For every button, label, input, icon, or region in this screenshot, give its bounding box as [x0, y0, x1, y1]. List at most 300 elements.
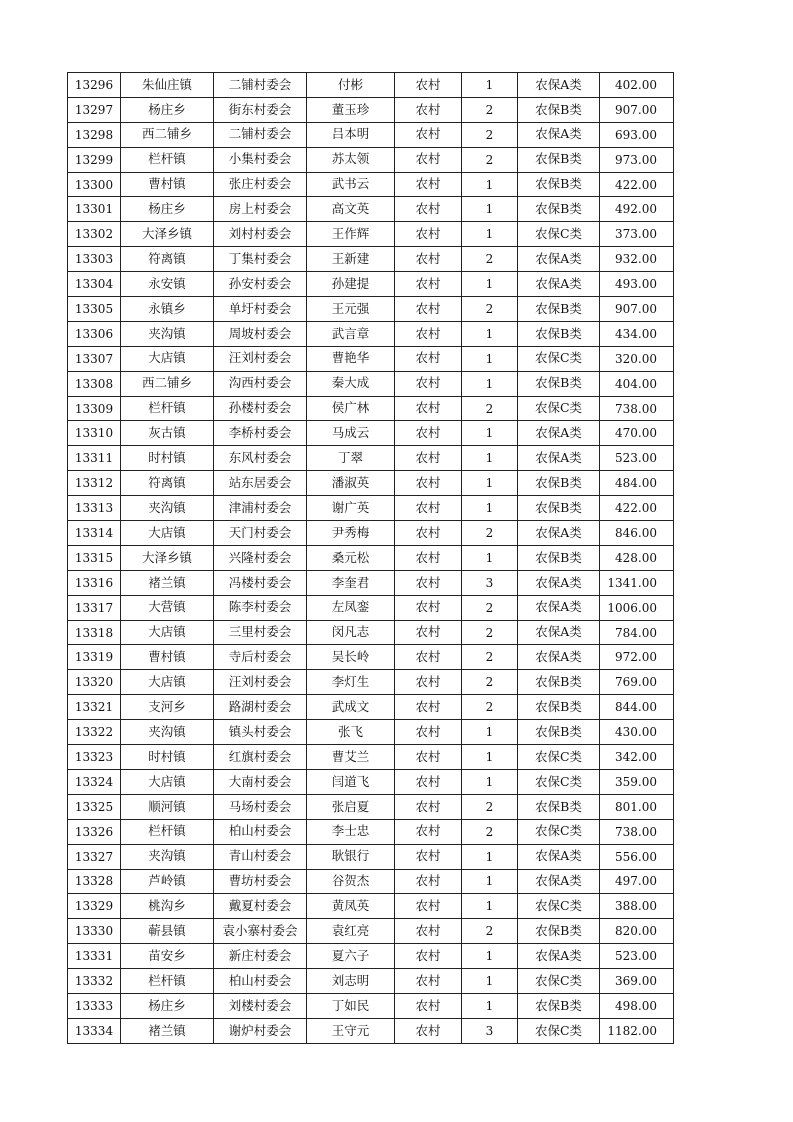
amount-cell: 484.00	[600, 471, 674, 496]
household-count-cell: 2	[462, 122, 518, 147]
town-cell: 符离镇	[121, 247, 214, 272]
table-row	[68, 595, 674, 620]
area-type-cell: 农村	[395, 446, 462, 471]
village-committee-cell: 天门村委会	[214, 521, 307, 546]
amount-cell: 784.00	[600, 620, 674, 645]
town-cell: 时村镇	[121, 745, 214, 770]
household-count-cell: 1	[462, 222, 518, 247]
town-cell: 灰古镇	[121, 421, 214, 446]
town-cell: 朱仙庄镇	[121, 73, 214, 98]
insurance-category-cell: 农保C类	[518, 969, 600, 994]
village-committee-cell: 大南村委会	[214, 769, 307, 794]
amount-cell: 1006.00	[600, 595, 674, 620]
household-count-cell: 1	[462, 545, 518, 570]
insurance-category-cell: 农保A类	[518, 570, 600, 595]
table-row	[68, 720, 674, 745]
serial-number-cell: 13328	[68, 869, 121, 894]
village-committee-cell: 兴隆村委会	[214, 545, 307, 570]
area-type-cell: 农村	[395, 944, 462, 969]
name-cell: 曹艾兰	[307, 745, 395, 770]
name-cell: 吕本明	[307, 122, 395, 147]
amount-cell: 973.00	[600, 147, 674, 172]
area-type-cell: 农村	[395, 97, 462, 122]
name-cell: 尹秀梅	[307, 521, 395, 546]
amount-cell: 342.00	[600, 745, 674, 770]
table-row	[68, 197, 674, 222]
insurance-category-cell: 农保C类	[518, 745, 600, 770]
serial-number-cell: 13306	[68, 321, 121, 346]
insurance-category-cell: 农保B类	[518, 297, 600, 322]
name-cell: 耿银行	[307, 844, 395, 869]
town-cell: 大店镇	[121, 769, 214, 794]
serial-number-cell: 13313	[68, 496, 121, 521]
village-committee-cell: 单圩村委会	[214, 297, 307, 322]
household-count-cell: 2	[462, 645, 518, 670]
amount-cell: 801.00	[600, 794, 674, 819]
insurance-category-cell: 农保C类	[518, 769, 600, 794]
village-committee-cell: 站东居委会	[214, 471, 307, 496]
area-type-cell: 农村	[395, 346, 462, 371]
amount-cell: 846.00	[600, 521, 674, 546]
area-type-cell: 农村	[395, 321, 462, 346]
household-count-cell: 1	[462, 993, 518, 1018]
insurance-category-cell: 农保C类	[518, 396, 600, 421]
serial-number-cell: 13304	[68, 272, 121, 297]
insurance-category-cell: 农保A类	[518, 844, 600, 869]
household-count-cell: 2	[462, 97, 518, 122]
table-row	[68, 272, 674, 297]
table-row	[68, 446, 674, 471]
village-committee-cell: 刘楼村委会	[214, 993, 307, 1018]
serial-number-cell: 13307	[68, 346, 121, 371]
amount-cell: 498.00	[600, 993, 674, 1018]
insurance-category-cell: 农保A类	[518, 122, 600, 147]
area-type-cell: 农村	[395, 272, 462, 297]
name-cell: 付彬	[307, 73, 395, 98]
table-row	[68, 769, 674, 794]
area-type-cell: 农村	[395, 1018, 462, 1043]
amount-cell: 738.00	[600, 396, 674, 421]
household-count-cell: 1	[462, 869, 518, 894]
insurance-category-cell: 农保B类	[518, 545, 600, 570]
amount-cell: 844.00	[600, 695, 674, 720]
household-count-cell: 2	[462, 297, 518, 322]
name-cell: 张启夏	[307, 794, 395, 819]
area-type-cell: 农村	[395, 471, 462, 496]
household-count-cell: 1	[462, 421, 518, 446]
village-committee-cell: 房上村委会	[214, 197, 307, 222]
town-cell: 符离镇	[121, 471, 214, 496]
area-type-cell: 农村	[395, 894, 462, 919]
table-row	[68, 346, 674, 371]
table-row	[68, 471, 674, 496]
amount-cell: 556.00	[600, 844, 674, 869]
household-count-cell: 1	[462, 371, 518, 396]
name-cell: 张飞	[307, 720, 395, 745]
insurance-category-cell: 农保A类	[518, 272, 600, 297]
town-cell: 西二铺乡	[121, 371, 214, 396]
insurance-category-cell: 农保A类	[518, 620, 600, 645]
serial-number-cell: 13330	[68, 919, 121, 944]
amount-cell: 497.00	[600, 869, 674, 894]
insurance-category-cell: 农保B类	[518, 197, 600, 222]
household-count-cell: 2	[462, 919, 518, 944]
town-cell: 杨庄乡	[121, 197, 214, 222]
serial-number-cell: 13317	[68, 595, 121, 620]
household-count-cell: 2	[462, 396, 518, 421]
table-row	[68, 645, 674, 670]
insurance-category-cell: 农保A类	[518, 521, 600, 546]
table-row	[68, 122, 674, 147]
name-cell: 孙建提	[307, 272, 395, 297]
insurance-category-cell: 农保C类	[518, 894, 600, 919]
household-count-cell: 1	[462, 172, 518, 197]
serial-number-cell: 13305	[68, 297, 121, 322]
area-type-cell: 农村	[395, 222, 462, 247]
amount-cell: 769.00	[600, 670, 674, 695]
name-cell: 武成文	[307, 695, 395, 720]
serial-number-cell: 13319	[68, 645, 121, 670]
amount-cell: 492.00	[600, 197, 674, 222]
table-row	[68, 969, 674, 994]
name-cell: 王作辉	[307, 222, 395, 247]
insurance-category-cell: 农保B类	[518, 172, 600, 197]
serial-number-cell: 13329	[68, 894, 121, 919]
village-committee-cell: 镇头村委会	[214, 720, 307, 745]
table-row	[68, 545, 674, 570]
insurance-category-cell: 农保A类	[518, 944, 600, 969]
town-cell: 褚兰镇	[121, 1018, 214, 1043]
area-type-cell: 农村	[395, 869, 462, 894]
household-count-cell: 2	[462, 595, 518, 620]
amount-cell: 404.00	[600, 371, 674, 396]
area-type-cell: 农村	[395, 794, 462, 819]
area-type-cell: 农村	[395, 645, 462, 670]
village-committee-cell: 孙楼村委会	[214, 396, 307, 421]
village-committee-cell: 李桥村委会	[214, 421, 307, 446]
household-count-cell: 1	[462, 346, 518, 371]
household-count-cell: 1	[462, 272, 518, 297]
serial-number-cell: 13300	[68, 172, 121, 197]
insurance-category-cell: 农保A类	[518, 595, 600, 620]
name-cell: 苏太领	[307, 147, 395, 172]
village-committee-cell: 周坡村委会	[214, 321, 307, 346]
area-type-cell: 农村	[395, 993, 462, 1018]
serial-number-cell: 13324	[68, 769, 121, 794]
name-cell: 闫道飞	[307, 769, 395, 794]
insurance-category-cell: 农保C类	[518, 346, 600, 371]
amount-cell: 434.00	[600, 321, 674, 346]
town-cell: 栏杆镇	[121, 396, 214, 421]
name-cell: 曹艳华	[307, 346, 395, 371]
village-committee-cell: 二铺村委会	[214, 73, 307, 98]
town-cell: 大营镇	[121, 595, 214, 620]
serial-number-cell: 13327	[68, 844, 121, 869]
household-count-cell: 1	[462, 769, 518, 794]
village-committee-cell: 汪刘村委会	[214, 670, 307, 695]
name-cell: 桑元松	[307, 545, 395, 570]
table-row	[68, 321, 674, 346]
table-row	[68, 620, 674, 645]
town-cell: 支河乡	[121, 695, 214, 720]
name-cell: 闵凡志	[307, 620, 395, 645]
household-count-cell: 1	[462, 446, 518, 471]
table-row	[68, 993, 674, 1018]
table-row	[68, 97, 674, 122]
household-count-cell: 1	[462, 745, 518, 770]
town-cell: 夹沟镇	[121, 321, 214, 346]
household-count-cell: 1	[462, 944, 518, 969]
area-type-cell: 农村	[395, 919, 462, 944]
name-cell: 潘淑英	[307, 471, 395, 496]
village-committee-cell: 红旗村委会	[214, 745, 307, 770]
serial-number-cell: 13308	[68, 371, 121, 396]
name-cell: 秦大成	[307, 371, 395, 396]
insurance-category-cell: 农保C类	[518, 222, 600, 247]
area-type-cell: 农村	[395, 570, 462, 595]
table-row	[68, 297, 674, 322]
table-row	[68, 371, 674, 396]
name-cell: 刘志明	[307, 969, 395, 994]
town-cell: 栏杆镇	[121, 969, 214, 994]
household-count-cell: 2	[462, 794, 518, 819]
table-row	[68, 172, 674, 197]
table-row	[68, 869, 674, 894]
amount-cell: 907.00	[600, 297, 674, 322]
household-count-cell: 2	[462, 695, 518, 720]
table-row	[68, 73, 674, 98]
amount-cell: 1341.00	[600, 570, 674, 595]
insurance-category-cell: 农保C类	[518, 1018, 600, 1043]
household-count-cell: 1	[462, 720, 518, 745]
town-cell: 栏杆镇	[121, 819, 214, 844]
village-committee-cell: 路湖村委会	[214, 695, 307, 720]
town-cell: 杨庄乡	[121, 993, 214, 1018]
town-cell: 西二铺乡	[121, 122, 214, 147]
insurance-category-cell: 农保B类	[518, 471, 600, 496]
amount-cell: 523.00	[600, 446, 674, 471]
insurance-category-cell: 农保B类	[518, 670, 600, 695]
serial-number-cell: 13296	[68, 73, 121, 98]
insurance-category-cell: 农保A类	[518, 446, 600, 471]
insurance-category-cell: 农保B类	[518, 695, 600, 720]
serial-number-cell: 13314	[68, 521, 121, 546]
area-type-cell: 农村	[395, 819, 462, 844]
table-row	[68, 844, 674, 869]
amount-cell: 493.00	[600, 272, 674, 297]
town-cell: 大店镇	[121, 670, 214, 695]
area-type-cell: 农村	[395, 969, 462, 994]
town-cell: 褚兰镇	[121, 570, 214, 595]
name-cell: 武言章	[307, 321, 395, 346]
amount-cell: 738.00	[600, 819, 674, 844]
insurance-category-cell: 农保B类	[518, 794, 600, 819]
name-cell: 李士忠	[307, 819, 395, 844]
insurance-category-cell: 农保B类	[518, 371, 600, 396]
serial-number-cell: 13312	[68, 471, 121, 496]
table-row	[68, 894, 674, 919]
village-committee-cell: 孙安村委会	[214, 272, 307, 297]
name-cell: 左凤銮	[307, 595, 395, 620]
name-cell: 袁红亮	[307, 919, 395, 944]
table-row	[68, 819, 674, 844]
village-committee-cell: 街东村委会	[214, 97, 307, 122]
name-cell: 王新建	[307, 247, 395, 272]
insurance-category-cell: 农保C类	[518, 819, 600, 844]
amount-cell: 359.00	[600, 769, 674, 794]
serial-number-cell: 13334	[68, 1018, 121, 1043]
insurance-category-cell: 农保A类	[518, 247, 600, 272]
serial-number-cell: 13298	[68, 122, 121, 147]
household-count-cell: 1	[462, 496, 518, 521]
name-cell: 谷贺杰	[307, 869, 395, 894]
area-type-cell: 农村	[395, 247, 462, 272]
village-committee-cell: 谢炉村委会	[214, 1018, 307, 1043]
table-row	[68, 421, 674, 446]
serial-number-cell: 13299	[68, 147, 121, 172]
amount-cell: 422.00	[600, 172, 674, 197]
household-count-cell: 1	[462, 73, 518, 98]
village-committee-cell: 张庄村委会	[214, 172, 307, 197]
area-type-cell: 农村	[395, 73, 462, 98]
table-row	[68, 695, 674, 720]
area-type-cell: 农村	[395, 496, 462, 521]
name-cell: 李灯生	[307, 670, 395, 695]
amount-cell: 523.00	[600, 944, 674, 969]
amount-cell: 430.00	[600, 720, 674, 745]
village-committee-cell: 津浦村委会	[214, 496, 307, 521]
amount-cell: 907.00	[600, 97, 674, 122]
name-cell: 夏六子	[307, 944, 395, 969]
name-cell: 王元强	[307, 297, 395, 322]
household-count-cell: 2	[462, 819, 518, 844]
village-committee-cell: 柏山村委会	[214, 819, 307, 844]
area-type-cell: 农村	[395, 545, 462, 570]
name-cell: 吴长岭	[307, 645, 395, 670]
village-committee-cell: 刘村村委会	[214, 222, 307, 247]
area-type-cell: 农村	[395, 396, 462, 421]
area-type-cell: 农村	[395, 769, 462, 794]
insurance-category-cell: 农保A类	[518, 73, 600, 98]
town-cell: 曹村镇	[121, 645, 214, 670]
table-row	[68, 496, 674, 521]
town-cell: 夹沟镇	[121, 720, 214, 745]
area-type-cell: 农村	[395, 371, 462, 396]
table-row	[68, 396, 674, 421]
table-row	[68, 944, 674, 969]
area-type-cell: 农村	[395, 670, 462, 695]
household-count-cell: 2	[462, 620, 518, 645]
village-committee-cell: 新庄村委会	[214, 944, 307, 969]
area-type-cell: 农村	[395, 695, 462, 720]
serial-number-cell: 13333	[68, 993, 121, 1018]
village-committee-cell: 青山村委会	[214, 844, 307, 869]
insurance-category-cell: 农保A类	[518, 421, 600, 446]
serial-number-cell: 13318	[68, 620, 121, 645]
serial-number-cell: 13310	[68, 421, 121, 446]
town-cell: 芦岭镇	[121, 869, 214, 894]
insurance-category-cell: 农保B类	[518, 97, 600, 122]
amount-cell: 428.00	[600, 545, 674, 570]
serial-number-cell: 13331	[68, 944, 121, 969]
table-row	[68, 570, 674, 595]
serial-number-cell: 13303	[68, 247, 121, 272]
table-row	[68, 1018, 674, 1043]
village-committee-cell: 三里村委会	[214, 620, 307, 645]
data-table	[67, 72, 674, 1044]
household-count-cell: 2	[462, 521, 518, 546]
table-row	[68, 670, 674, 695]
serial-number-cell: 13320	[68, 670, 121, 695]
town-cell: 永镇乡	[121, 297, 214, 322]
town-cell: 大泽乡镇	[121, 545, 214, 570]
town-cell: 大泽乡镇	[121, 222, 214, 247]
table-row	[68, 745, 674, 770]
amount-cell: 422.00	[600, 496, 674, 521]
amount-cell: 320.00	[600, 346, 674, 371]
village-committee-cell: 东风村委会	[214, 446, 307, 471]
insurance-category-cell: 农保A类	[518, 869, 600, 894]
table-row	[68, 222, 674, 247]
town-cell: 大店镇	[121, 346, 214, 371]
table-row	[68, 521, 674, 546]
area-type-cell: 农村	[395, 197, 462, 222]
name-cell: 侯广林	[307, 396, 395, 421]
village-committee-cell: 陈李村委会	[214, 595, 307, 620]
village-committee-cell: 袁小寨村委会	[214, 919, 307, 944]
insurance-category-cell: 农保B类	[518, 993, 600, 1018]
table-row	[68, 794, 674, 819]
serial-number-cell: 13311	[68, 446, 121, 471]
amount-cell: 693.00	[600, 122, 674, 147]
insurance-category-cell: 农保B类	[518, 321, 600, 346]
insurance-category-cell: 农保B类	[518, 720, 600, 745]
serial-number-cell: 13316	[68, 570, 121, 595]
serial-number-cell: 13326	[68, 819, 121, 844]
serial-number-cell: 13323	[68, 745, 121, 770]
serial-number-cell: 13315	[68, 545, 121, 570]
amount-cell: 373.00	[600, 222, 674, 247]
serial-number-cell: 13321	[68, 695, 121, 720]
name-cell: 高文英	[307, 197, 395, 222]
village-committee-cell: 柏山村委会	[214, 969, 307, 994]
area-type-cell: 农村	[395, 720, 462, 745]
name-cell: 董玉珍	[307, 97, 395, 122]
village-committee-cell: 小集村委会	[214, 147, 307, 172]
area-type-cell: 农村	[395, 620, 462, 645]
table-body	[68, 73, 674, 1044]
name-cell: 丁如民	[307, 993, 395, 1018]
household-count-cell: 2	[462, 147, 518, 172]
area-type-cell: 农村	[395, 521, 462, 546]
town-cell: 大店镇	[121, 521, 214, 546]
name-cell: 马成云	[307, 421, 395, 446]
insurance-category-cell: 农保B类	[518, 147, 600, 172]
household-count-cell: 1	[462, 894, 518, 919]
town-cell: 栏杆镇	[121, 147, 214, 172]
town-cell: 桃沟乡	[121, 894, 214, 919]
area-type-cell: 农村	[395, 421, 462, 446]
village-committee-cell: 戴夏村委会	[214, 894, 307, 919]
amount-cell: 402.00	[600, 73, 674, 98]
town-cell: 蕲县镇	[121, 919, 214, 944]
household-count-cell: 2	[462, 670, 518, 695]
name-cell: 丁翠	[307, 446, 395, 471]
village-committee-cell: 汪刘村委会	[214, 346, 307, 371]
area-type-cell: 农村	[395, 147, 462, 172]
household-count-cell: 1	[462, 969, 518, 994]
village-committee-cell: 丁集村委会	[214, 247, 307, 272]
